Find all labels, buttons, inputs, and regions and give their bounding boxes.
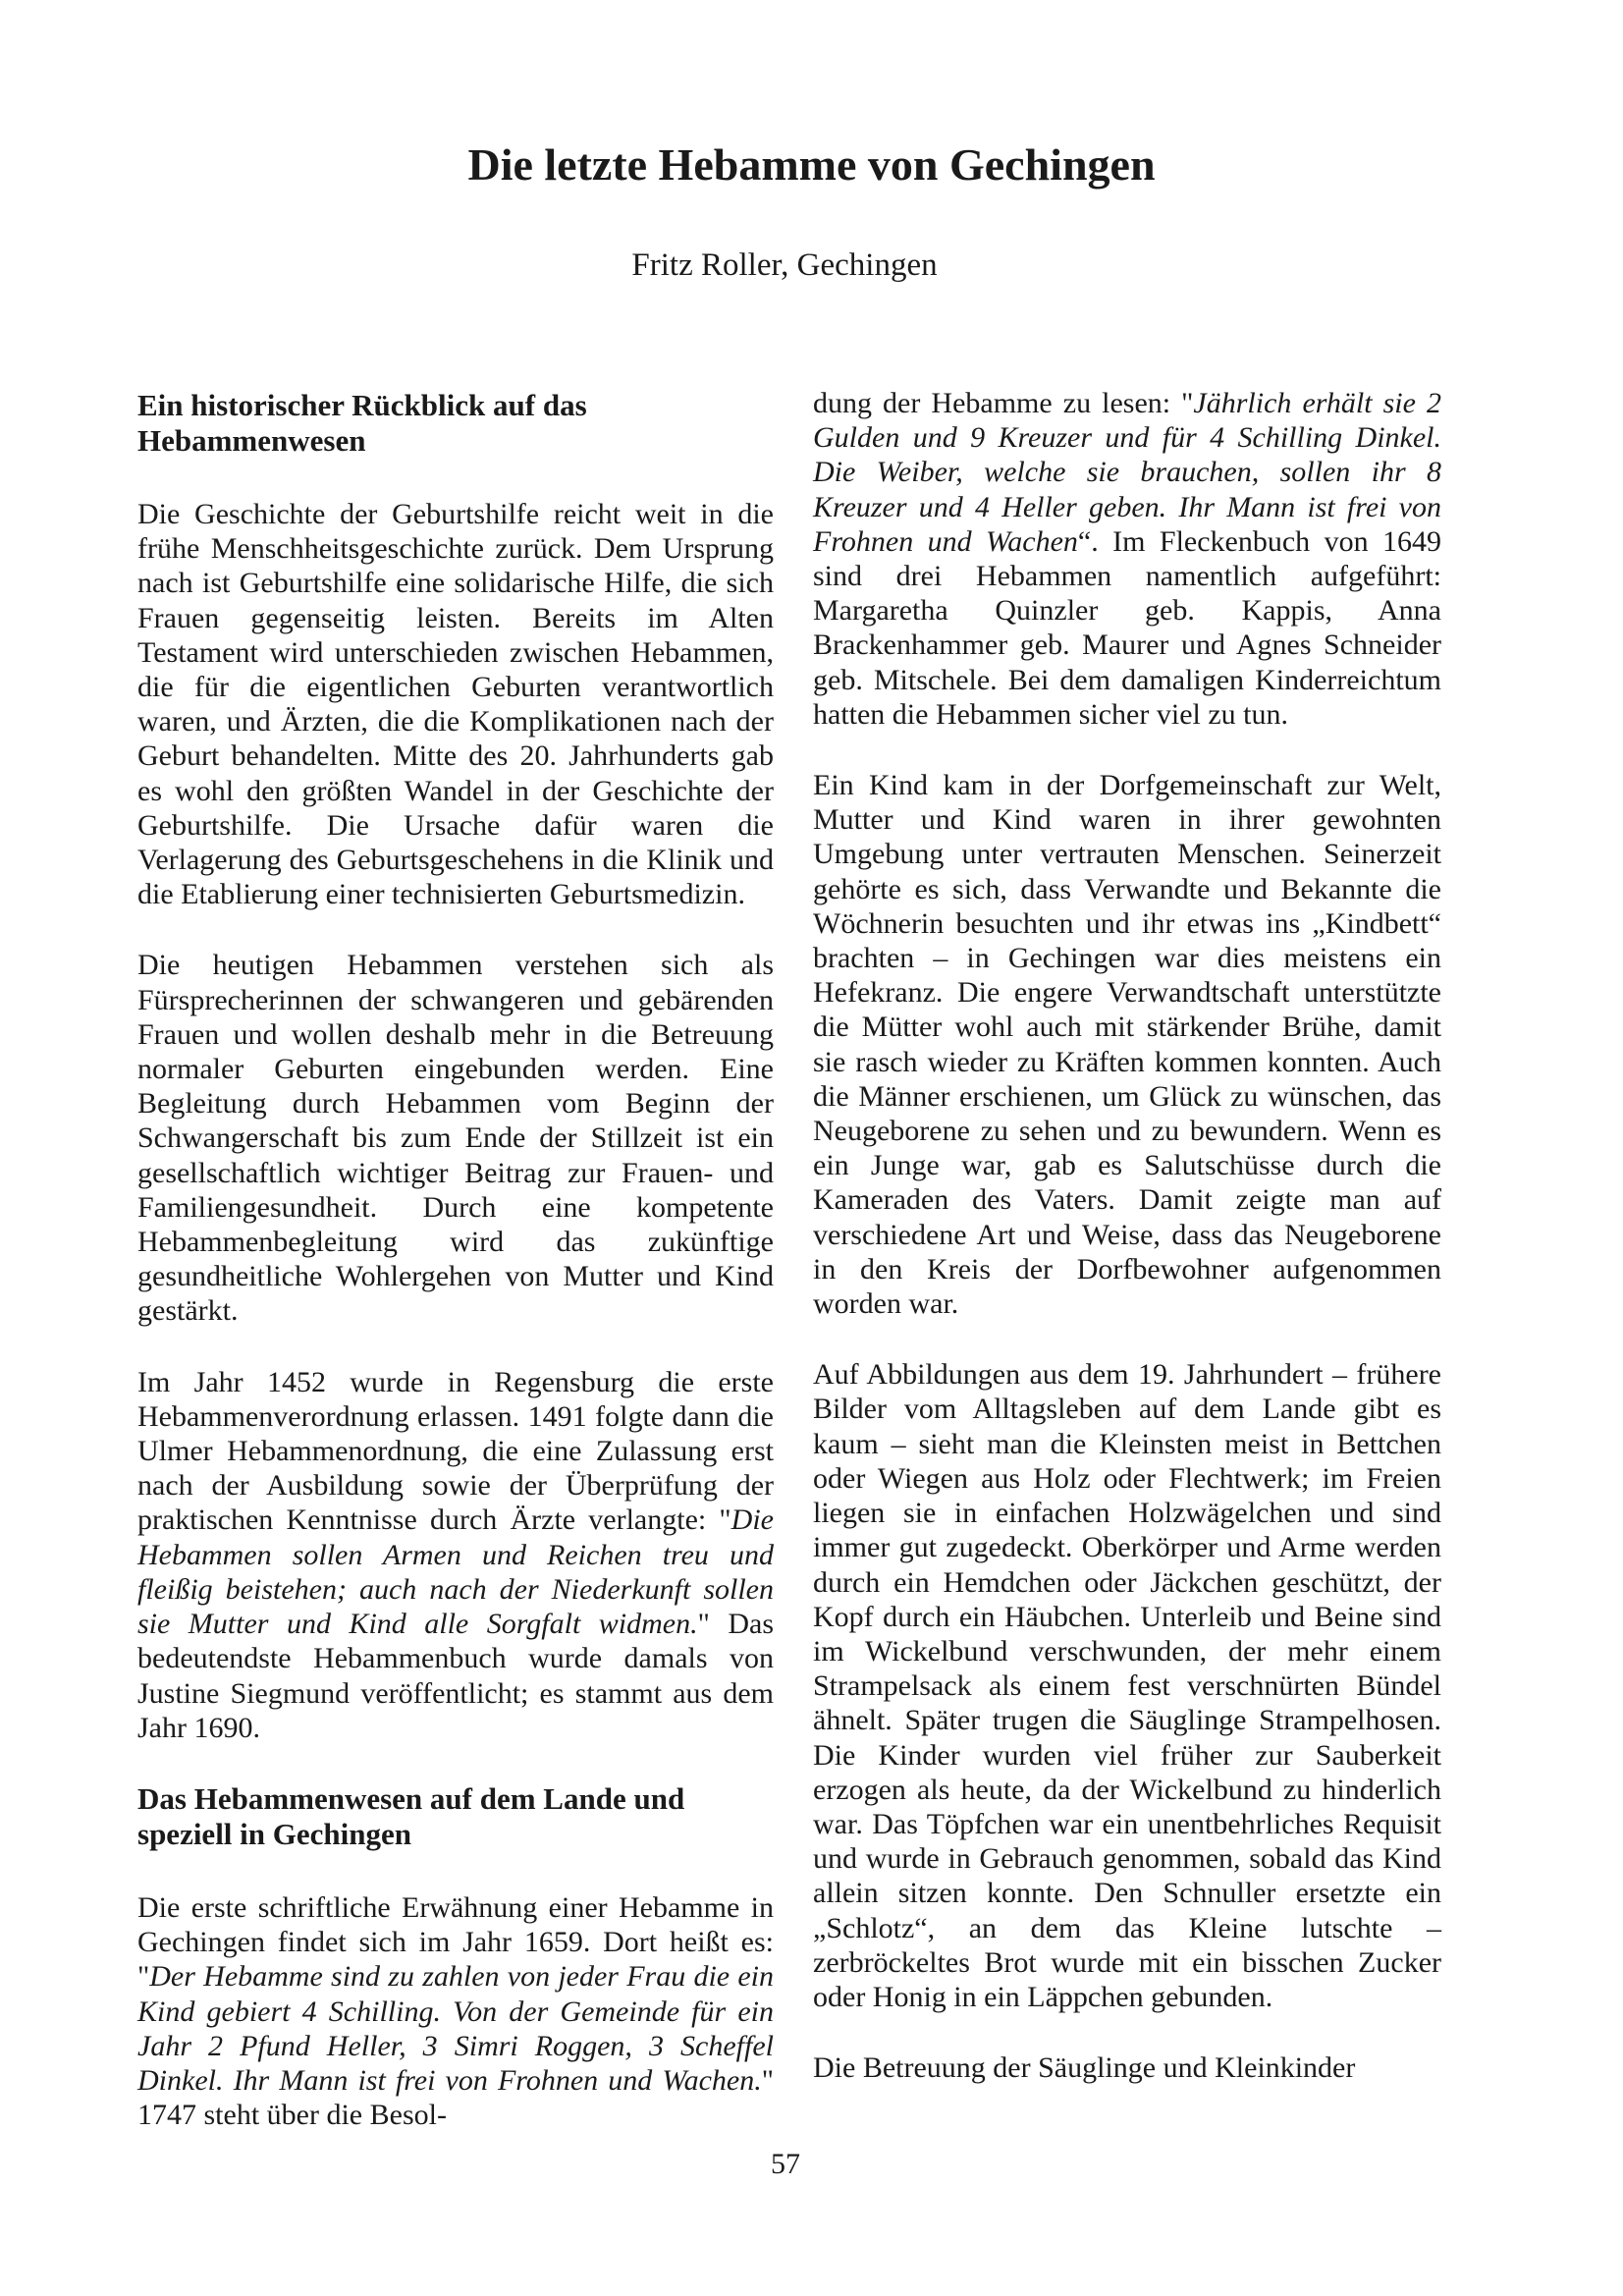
left-column	[137, 388, 774, 2132]
page-number: 57	[771, 2148, 800, 2180]
paragraph-text: " 1747 steht über die Besol-	[137, 2063, 774, 2132]
paragraph: Auf Abbildungen aus dem 19. Jahrhundert – frühere Bilder vom Alltagsleben auf dem Lande gibt es kaum – sieht man die Kleinsten meist in Bettchen oder Wiegen aus Holz oder Flechtwerk; im Freien liegen sie in einfachen Holzwägelchen und sind immer gut zugedeckt. Oberkörper und Arme werden durch ein Hemdchen oder Jäckchen geschützt, der Kopf durch ein Häubchen. Unterleib und Beine sind im Wickelbund verschwunden, der mehr einem Strampelsack als einem fest verschnürten Bündel ähnelt. Später trugen die Säuglinge Strampelhosen. Die Kinder wurden viel früher zur Sauberkeit erzogen als heute, da der Wickelbund zu hinderlich war. Das Töpfchen war ein unentbehrliches Requisit und wurde in Gebrauch genommen, sobald das Kind allein sitzen konnte. Den Schnuller ersetzte ein „Schlotz“, an dem das Kleine lutschte – zerbröckeltes Brot wurde mit ein bisschen Zucker oder Honig in ein Läppchen gebunden.	[813, 1358, 1441, 2013]
paragraph-text: " Das bedeutendste Hebammenbuch wurde damals von Justine Siegmund veröffentlicht; es stammt aus dem Jahr 1690.	[137, 1608, 774, 1744]
right-column	[813, 386, 1441, 2085]
paragraph	[137, 1890, 774, 2132]
quote-text: Der Hebamme sind zu zahlen von jeder Frau die ein Kind gebiert 4 Schilling. Von der Gemeinde für ein Jahr 2 Pfund Heller, 3 Simri Roggen, 3 Scheffel Dinkel. Ihr Mann ist frei von Frohnen und Wachen.	[137, 1960, 774, 2097]
paragraph	[813, 386, 1441, 732]
paragraph: Die Betreuung der Säuglinge und Kleinkinder	[813, 2051, 1356, 2085]
paragraph	[137, 1365, 774, 1745]
quote-text: Die Hebammen sollen Armen und Reichen treu und fleißig beistehen; auch nach der Niederkunft sollen sie Mutter und Kind alle Sorgfalt widmen.	[137, 1503, 774, 1641]
section-heading-history: Ein historischer Rückblick auf das Hebammenwesen	[137, 388, 587, 458]
paragraph: Die heutigen Hebammen verstehen sich als Fürsprecherinnen der schwangeren und gebärenden Frauen und wollen deshalb mehr in die Betreuung normaler Geburten eingebunden werden. Eine Begleitung durch Hebammen vom Beginn der Schwangerschaft bis zum Ende der Stillzeit ist ein gesellschaftlich wichtiger Beitrag zur Frauen- und Familiengesundheit. Durch eine kompetente Hebammenbegleitung wird das zukünftige gesundheitliche Wohlergehen von Mutter und Kind gestärkt.	[137, 949, 774, 1328]
paragraph: Die Geschichte der Geburtshilfe reicht weit in die frühe Menschheitsgeschichte zurück. Dem Ursprung nach ist Geburtshilfe eine solidarische Hilfe, die sich Frauen gegenseitig leisten. Bereits im Alten Testament wird unterschieden zwischen Hebammen, die für die eigentlichen Geburten verantwortlich waren, und Ärzten, die die Komplikationen nach der Geburt behandelten. Mitte des 20. Jahrhunderts gab es wohl den größten Wandel in der Geschichte der Geburtshilfe. Die Ursache dafür waren die Verlagerung des Geburtsgeschehens in die Klinik und die Etablierung einer technisierten Geburtsmedizin.	[137, 498, 774, 911]
paragraph-text: “. Im Fleckenbuch von 1649 sind drei Hebammen namentlich aufgeführt: Margaretha Quinzler geb. Kappis, Anna Brackenhammer geb. Maurer und Agnes Schneider geb. Mitschele. Bei dem damaligen Kinderreichtum hatten die Hebammen sicher viel zu tun.	[813, 524, 1441, 731]
page-title: Die letzte Hebamme von Gechingen	[467, 139, 1156, 190]
section-heading-gechingen: Das Hebammenwesen auf dem Lande und speziell in Gechingen	[137, 1780, 685, 1851]
paragraph-text: Im Jahr 1452 wurde in Regensburg die erste Hebammenverordnung erlassen. 1491 folgte dann die Ulmer Hebammenordnung, die eine Zulassung erst nach der Ausbildung sowie der Überprüfung der praktischen Kenntnisse durch Ärzte verlangte: "	[137, 1365, 774, 1537]
author-line: Fritz Roller, Gechingen	[631, 247, 938, 283]
quote-text: Jährlich erhält sie 2 Gulden und 9 Kreuzer und für 4 Schilling Dinkel. Die Weiber, welche sie brauchen, sollen ihr 8 Kreuzer und 4 Heller geben. Ihr Mann ist frei von Frohnen und Wachen	[813, 387, 1442, 558]
paragraph-text: dung der Hebamme zu lesen: "	[813, 387, 1194, 419]
paragraph-text: Die erste schriftliche Erwähnung einer Hebamme in Gechingen findet sich im Jahr 1659. Dort heißt es: "	[137, 1890, 774, 1994]
paragraph: Ein Kind kam in der Dorfgemeinschaft zur Welt, Mutter und Kind waren in ihrer gewohnten Umgebung unter vertrauten Menschen. Seinerzeit gehörte es sich, dass Verwandte und Bekannte die Wöchnerin besuchten und ihr etwas ins „Kindbett“ brachten – in Gechingen war dies meistens ein Hefekranz. Die engere Verwandtschaft unterstützte die Mütter wohl auch mit stärkender Brühe, damit sie rasch wieder zu Kräften kommen konnten. Auch die Männer erschienen, um Glück zu wünschen, das Neugeborene zu sehen und zu bewundern. Wenn es ein Junge war, gab es Salutschüsse durch die Kameraden des Vaters. Damit zeigte man auf verschiedene Art und Weise, dass das Neugeborene in den Kreis der Dorfbewohner aufgenommen worden war.	[813, 769, 1441, 1321]
